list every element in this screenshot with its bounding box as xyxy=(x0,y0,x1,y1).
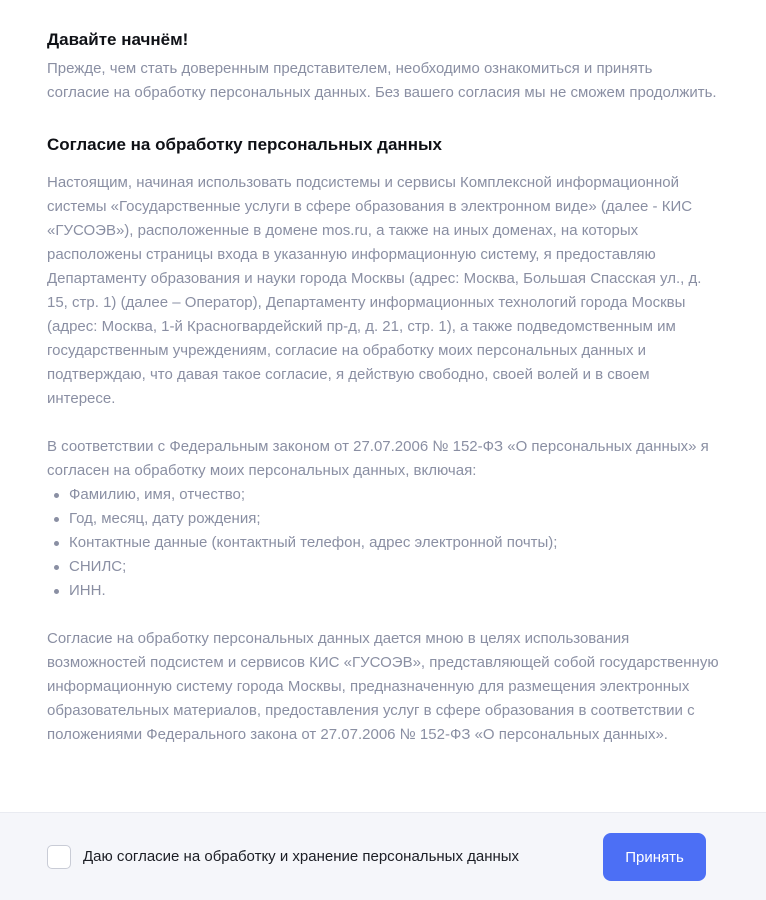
intro-text: Прежде, чем стать доверенным представителем, необходимо ознакомиться и принять согласие на обработку персональных данных. Без вашего согласия мы не сможем продолжить. xyxy=(47,60,717,101)
list-item xyxy=(47,555,719,579)
consent-footer xyxy=(0,812,766,900)
list-item-text: ИНН. xyxy=(69,582,106,599)
bullet-icon xyxy=(54,541,59,546)
consent-checkbox[interactable] xyxy=(47,845,71,869)
page-title: Давайте начнём! xyxy=(47,30,189,49)
bullet-icon xyxy=(54,517,59,522)
bullet-icon xyxy=(54,565,59,570)
list-item xyxy=(47,531,719,555)
list-item xyxy=(47,507,719,531)
list-item xyxy=(47,579,719,603)
bullet-icon xyxy=(54,589,59,594)
list-item-text: Фамилию, имя, отчество; xyxy=(69,486,246,503)
list-item xyxy=(47,483,719,507)
consent-paragraph-1: Настоящим, начиная использовать подсистемы и сервисы Комплексной информационной системы «Государственные услуги в сфере образования в электронном виде» (далее - КИС «ГУСОЭВ»), расположенные в домене mos.ru, а также на иных доменах, на которых расположены страницы входа в указанную информационную систему, я предоставляю Департаменту образования и науки города Москвы (адрес: Москва, Большая Спасская ул., д. 15, стр. 1) (далее – Оператор), Департаменту информационных технологий города Москвы (адрес: Москва, 1-й Красногвардейский пр-д, д. 21, стр. 1), а также подведомственным им государственным учреждениям, согласие на обработку моих персональных данных и подтверждаю, что давая такое согласие, я действую свободно, своей волей и в своем интересе. xyxy=(47,174,702,407)
consent-paragraph-2: В соответствии с Федеральным законом от 27.07.2006 № 152-ФЗ «О персональных данных» я согласен на обработку моих персональных данных, включая: xyxy=(47,438,709,479)
consent-paragraph-3: Согласие на обработку персональных данных дается мною в целях использования возможностей подсистем и сервисов КИС «ГУСОЭВ», представляющей собой государственную информационную систему города Москвы, предназначенную для размещения электронных образовательных материалов, предоставления услуг в сфере образования в соответствии с положениями Федерального закона от 27.07.2006 № 152-ФЗ «О персональных данных». xyxy=(47,630,719,743)
bullet-icon xyxy=(54,493,59,498)
consent-title: Согласие на обработку персональных данных xyxy=(47,135,442,154)
personal-data-list xyxy=(47,483,719,603)
list-item-text: СНИЛС; xyxy=(69,558,127,575)
list-item-text: Контактные данные (контактный телефон, адрес электронной почты); xyxy=(69,534,558,551)
consent-scroll-area[interactable] xyxy=(47,28,719,812)
consent-checkbox-label[interactable]: Даю согласие на обработку и хранение персональных данных xyxy=(83,848,520,865)
accept-button[interactable]: Принять xyxy=(603,833,706,881)
list-item-text: Год, месяц, дату рождения; xyxy=(69,510,261,527)
